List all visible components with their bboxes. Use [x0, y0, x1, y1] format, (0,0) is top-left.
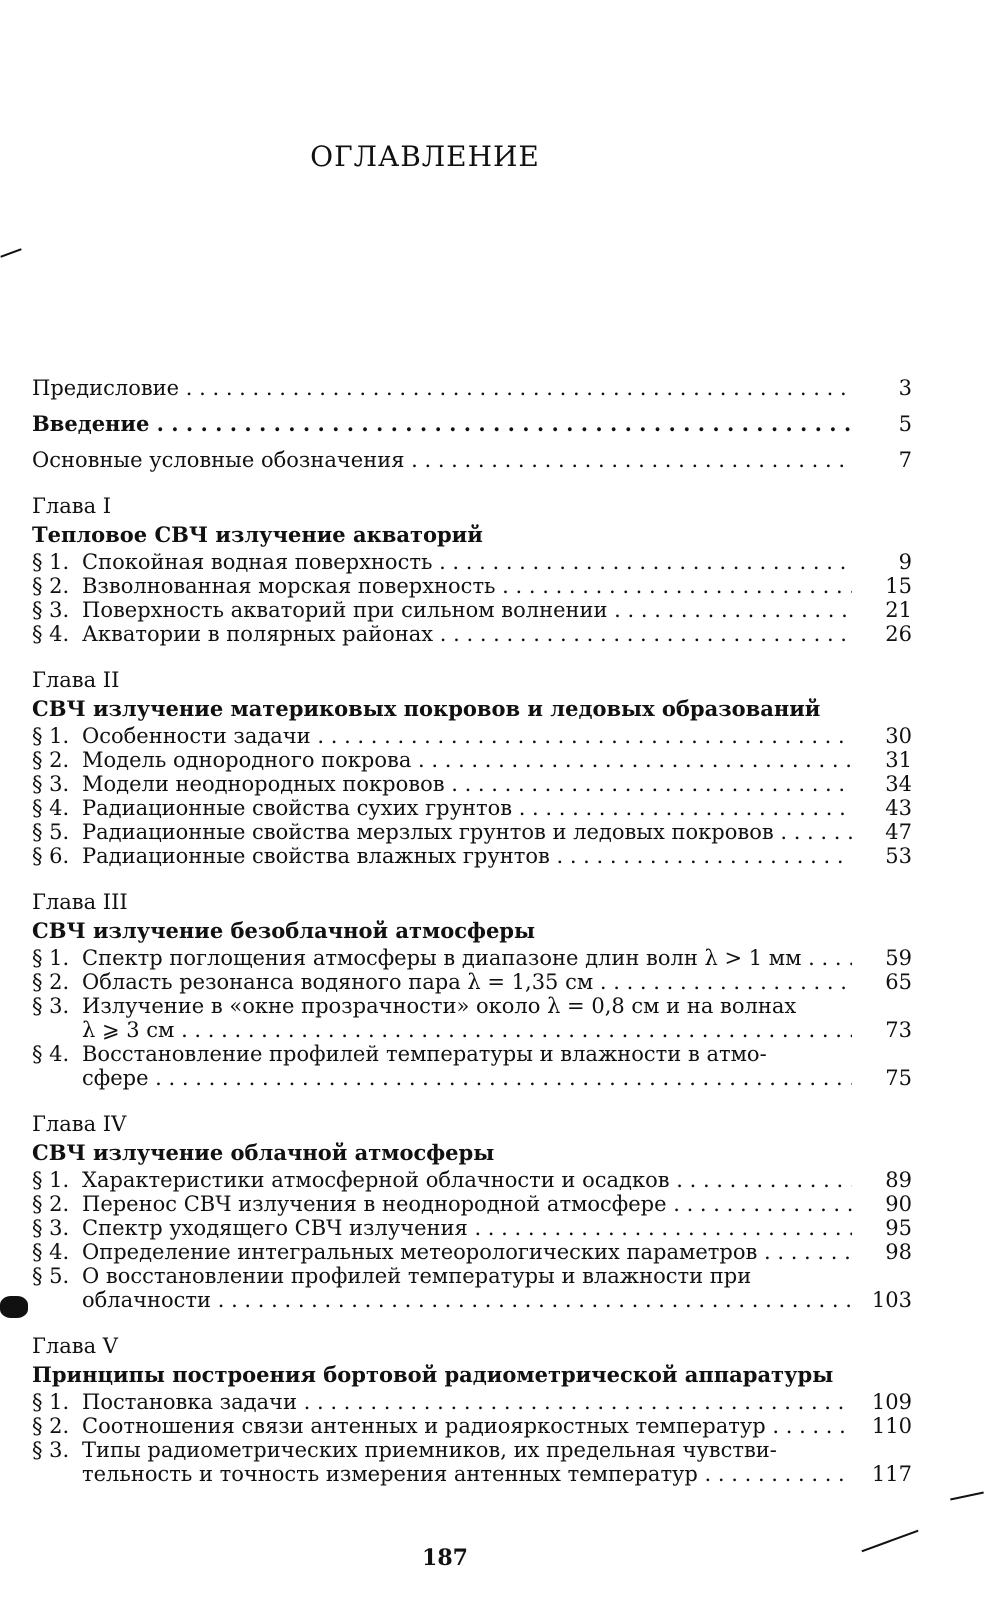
chapter-label: Глава V — [32, 1334, 118, 1358]
entry-title: Модель однородного покрова . . . — [82, 748, 852, 772]
chapter-title: СВЧ излучение безоблачной атмосферы — [32, 918, 536, 943]
section-number: § 3. — [32, 1216, 70, 1240]
section-number: § 3. — [32, 1438, 70, 1462]
entry-page: 110 — [871, 1414, 912, 1438]
entry-page: 30 — [885, 724, 912, 748]
entry-title: Излучение в «окне прозрачности» около λ = 0,8 см и на волнах — [82, 994, 797, 1018]
toc-entry — [32, 1192, 912, 1216]
entry-title: Радиационные свойства сухих грунтов . . . — [82, 796, 852, 820]
toc-entry — [32, 574, 912, 598]
toc-entry-continuation — [32, 1288, 912, 1312]
scan-mark — [0, 248, 21, 257]
scan-mark — [861, 1530, 918, 1552]
section-number: § 2. — [32, 1192, 70, 1216]
toc-entry — [32, 1168, 912, 1192]
entry-title-continuation: λ ⩾ 3 см . . . — [82, 1018, 852, 1042]
entry-page: 43 — [885, 796, 912, 820]
entry-page: 3 — [898, 376, 912, 400]
entry-title: Перенос СВЧ излучения в неоднородной атмосфере . . . — [82, 1192, 852, 1216]
section-number: § 6. — [32, 844, 70, 868]
section-number: § 1. — [32, 550, 70, 574]
toc-entry — [32, 820, 912, 844]
section-number: § 3. — [32, 994, 70, 1018]
section-number: § 2. — [32, 970, 70, 994]
section-number: § 4. — [32, 1042, 70, 1066]
entry-page: 73 — [885, 1018, 912, 1042]
entry-page: 31 — [885, 748, 912, 772]
toc-entry — [32, 970, 912, 994]
entry-title: О восстановлении профилей температуры и влажности при — [82, 1264, 752, 1288]
toc-entry — [32, 1264, 912, 1288]
entry-title: Спектр поглощения атмосферы в диапазоне длин волн λ > 1 мм . . . — [82, 946, 852, 970]
toc-entry — [32, 844, 912, 868]
entry-title: Основные условные обозначения . . . — [32, 448, 852, 472]
chapter-label: Глава IV — [32, 1112, 127, 1136]
entry-title: Предисловие . . . — [32, 376, 852, 400]
section-number: § 2. — [32, 748, 70, 772]
entry-title: Взволнованная морская поверхность . . . — [82, 574, 852, 598]
toc-entry — [32, 1240, 912, 1264]
entry-title: Акватории в полярных районах . . . — [82, 622, 852, 646]
toc-entry — [32, 724, 912, 748]
entry-page: 9 — [898, 550, 912, 574]
toc-entry — [32, 748, 912, 772]
chapter-block — [32, 888, 912, 1090]
chapter-block — [32, 666, 912, 868]
section-number: § 2. — [32, 574, 70, 598]
entry-title-continuation: тельность и точность измерения антенных температур . . . — [82, 1462, 852, 1486]
toc-entry — [32, 598, 912, 622]
entry-page: 89 — [885, 1168, 912, 1192]
entry-page: 103 — [871, 1288, 912, 1312]
chapter-block — [32, 1110, 912, 1312]
page-title: ОГЛАВЛЕНИЕ — [310, 140, 540, 173]
entry-title: Типы радиометрических приемников, их предельная чувстви- — [82, 1438, 777, 1462]
toc-entry-continuation — [32, 1066, 912, 1090]
entry-title: Характеристики атмосферной облачности и осадков . . . — [82, 1168, 852, 1192]
section-number: § 5. — [32, 1264, 70, 1288]
entry-page: 65 — [885, 970, 912, 994]
toc-entry — [32, 796, 912, 820]
toc-entry — [32, 550, 912, 574]
section-number: § 1. — [32, 1168, 70, 1192]
section-number: § 4. — [32, 622, 70, 646]
scan-mark — [0, 1296, 28, 1318]
page-number: 187 — [422, 1545, 468, 1571]
entry-page: 98 — [885, 1240, 912, 1264]
entry-page: 117 — [871, 1462, 912, 1486]
toc-entry — [32, 448, 912, 472]
entry-title: Особенности задачи . . . — [82, 724, 852, 748]
section-number: § 4. — [32, 796, 70, 820]
section-number: § 1. — [32, 946, 70, 970]
entry-title: Область резонанса водяного пара λ = 1,35 см . . . — [82, 970, 852, 994]
entry-page: 109 — [871, 1390, 912, 1414]
entry-title: Определение интегральных метеорологических параметров . . . — [82, 1240, 852, 1264]
section-number: § 4. — [32, 1240, 70, 1264]
toc-entry — [32, 772, 912, 796]
entry-page: 47 — [885, 820, 912, 844]
toc-entry — [32, 946, 912, 970]
toc-entry — [32, 1438, 912, 1462]
section-number: § 1. — [32, 724, 70, 748]
entry-title-continuation: облачности . . . — [82, 1288, 852, 1312]
chapter-title: СВЧ излучение материковых покровов и ледовых образований — [32, 696, 821, 721]
section-number: § 1. — [32, 1390, 70, 1414]
entry-page: 15 — [885, 574, 912, 598]
entry-page: 7 — [898, 448, 912, 472]
entry-page: 26 — [885, 622, 912, 646]
chapter-block — [32, 1332, 912, 1486]
toc-entry-continuation — [32, 1462, 912, 1486]
entry-page: 59 — [885, 946, 912, 970]
entry-title: Радиационные свойства влажных грунтов . . . — [82, 844, 852, 868]
entry-page: 90 — [885, 1192, 912, 1216]
entry-page: 34 — [885, 772, 912, 796]
chapter-label: Глава II — [32, 668, 120, 692]
scan-mark — [950, 1491, 984, 1500]
chapter-block — [32, 492, 912, 646]
toc-entry — [32, 1414, 912, 1438]
section-number: § 2. — [32, 1414, 70, 1438]
entry-page: 53 — [885, 844, 912, 868]
entry-title: Радиационные свойства мерзлых грунтов и ледовых покровов . . . — [82, 820, 852, 844]
toc-entry — [32, 412, 912, 436]
toc-entry — [32, 1390, 912, 1414]
toc-entry — [32, 376, 912, 400]
entry-page: 5 — [898, 412, 912, 436]
chapter-title: Тепловое СВЧ излучение акваторий — [32, 522, 483, 547]
entry-title-continuation: сфере . . . — [82, 1066, 852, 1090]
toc-entry-continuation — [32, 1018, 912, 1042]
chapter-title: СВЧ излучение облачной атмосферы — [32, 1140, 495, 1165]
entry-title: Соотношения связи антенных и радиояркостных температур . . . — [82, 1414, 852, 1438]
section-number: § 3. — [32, 598, 70, 622]
toc-entry — [32, 1216, 912, 1240]
entry-title: Модели неоднородных покровов . . . — [82, 772, 852, 796]
toc-entry — [32, 1042, 912, 1066]
toc-entry — [32, 622, 912, 646]
toc-entry — [32, 994, 912, 1018]
entry-page: 95 — [885, 1216, 912, 1240]
entry-title: Спектр уходящего СВЧ излучения . . . — [82, 1216, 852, 1240]
entry-page: 21 — [885, 598, 912, 622]
entry-title: Восстановление профилей температуры и влажности в атмо- — [82, 1042, 767, 1066]
table-of-contents — [32, 376, 912, 1486]
entry-title: Спокойная водная поверхность . . . — [82, 550, 852, 574]
section-number: § 5. — [32, 820, 70, 844]
chapter-label: Глава III — [32, 890, 128, 914]
entry-title: Введение . . . — [32, 412, 852, 436]
entry-title: Поверхность акваторий при сильном волнении . . . — [82, 598, 852, 622]
entry-title: Постановка задачи . . . — [82, 1390, 852, 1414]
chapter-label: Глава I — [32, 494, 112, 518]
section-number: § 3. — [32, 772, 70, 796]
chapter-title: Принципы построения бортовой радиометрической аппаратуры — [32, 1362, 834, 1387]
entry-page: 75 — [885, 1066, 912, 1090]
